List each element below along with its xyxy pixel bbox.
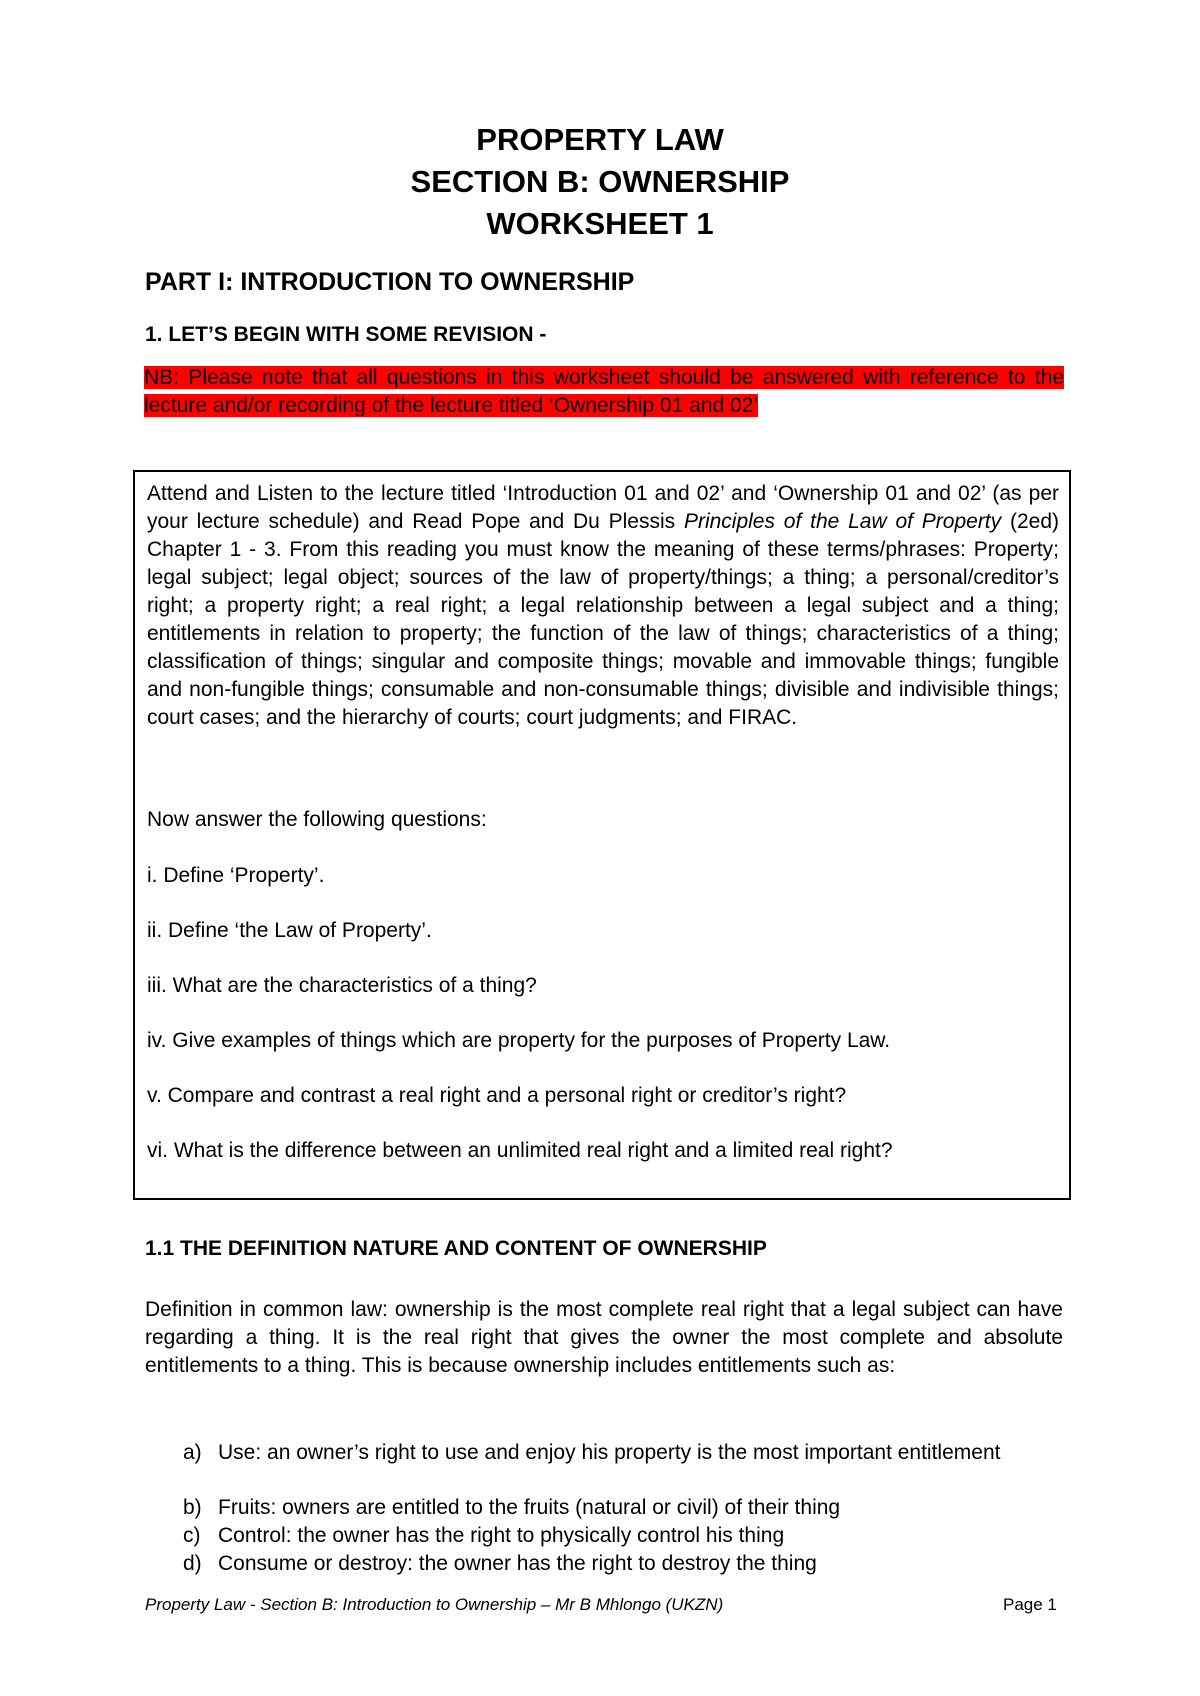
question-item: v. Compare and contrast a real right and a personal right or creditor’s right? — [147, 1084, 847, 1107]
list-marker: d) — [183, 1552, 202, 1575]
list-marker: a) — [183, 1441, 202, 1464]
page-number: Page 1 — [1003, 1595, 1057, 1614]
reading-instructions-box — [133, 470, 1071, 1200]
section-1-1-heading: 1.1 THE DEFINITION NATURE AND CONTENT OF OWNERSHIP — [145, 1237, 767, 1260]
list-item — [183, 1439, 1063, 1495]
nb-note-text: NB: Please note that all questions in this worksheet should be answered with reference to the lecture and/or recording of the lecture titled ‘Ownership 01 and 02’ — [144, 366, 1064, 417]
section-1-heading: 1. LET’S BEGIN WITH SOME REVISION - — [145, 323, 547, 346]
question-item: iii. What are the characteristics of a thing? — [147, 974, 537, 997]
doc-title-line-1: PROPERTY LAW — [476, 122, 724, 157]
list-item — [183, 1550, 1063, 1578]
list-item — [183, 1522, 1063, 1550]
definition-paragraph: Definition in common law: ownership is the most complete real right that a legal subject can have regarding a thing. It is the real right that gives the owner the most complete and absolute entitlements to a thing. This is because ownership includes entitlements such as: — [145, 1298, 1063, 1377]
question-item: i. Define ‘Property’. — [147, 864, 325, 887]
book-title: Principles of the Law of Property — [683, 510, 1002, 533]
list-text: Control: the owner has the right to physically control his thing — [218, 1524, 785, 1547]
nb-note — [144, 364, 1064, 420]
question-item: ii. Define ‘the Law of Property’. — [147, 919, 432, 942]
questions-prompt: Now answer the following questions: — [147, 808, 487, 831]
list-text: Consume or destroy: the owner has the right to destroy the thing — [218, 1552, 817, 1575]
list-marker: c) — [183, 1524, 201, 1547]
instructions-text-2: (2ed) Chapter 1 - 3. From this reading you must know the meaning of these terms/phrases: Property; legal subject; legal object; sources of the law of property/things; a thing; a personal/creditor’s right; a property right; a real right; a legal relationship between a legal subject and a thing; entitlements in relation to property; the function of the law of things; characteristics of a thing; classification of things; singular and composite things; movable and immovable things; fungible and non-fungible things; consumable and non-consumable things; divisible and indivisible things; court cases; and the hierarchy of courts; court judgments; and FIRAC. — [147, 510, 1059, 729]
part-heading: PART I: INTRODUCTION TO OWNERSHIP — [145, 268, 635, 296]
question-item: iv. Give examples of things which are property for the purposes of Property Law. — [147, 1029, 891, 1052]
reading-instructions — [147, 480, 1059, 732]
list-text: Use: an owner’s right to use and enjoy his property is the most important entitlement — [218, 1441, 1001, 1464]
instructions-text-1: Attend and Listen to the lecture titled ‘Introduction 01 and 02’ and ‘Ownership 01 and 02’ (as per your lecture schedule) and Read Pope and Du Plessis — [147, 482, 1059, 533]
doc-title-line-3: WORKSHEET 1 — [486, 206, 714, 241]
list-item — [183, 1494, 1063, 1522]
list-marker: b) — [183, 1496, 202, 1519]
list-text: Fruits: owners are entitled to the fruits (natural or civil) of their thing — [218, 1496, 841, 1519]
doc-title-line-2: SECTION B: OWNERSHIP — [410, 164, 790, 199]
question-item: vi. What is the difference between an unlimited real right and a limited real right? — [147, 1139, 893, 1162]
footer-text: Property Law - Section B: Introduction to Ownership – Mr B Mhlongo (UKZN) — [145, 1595, 724, 1614]
